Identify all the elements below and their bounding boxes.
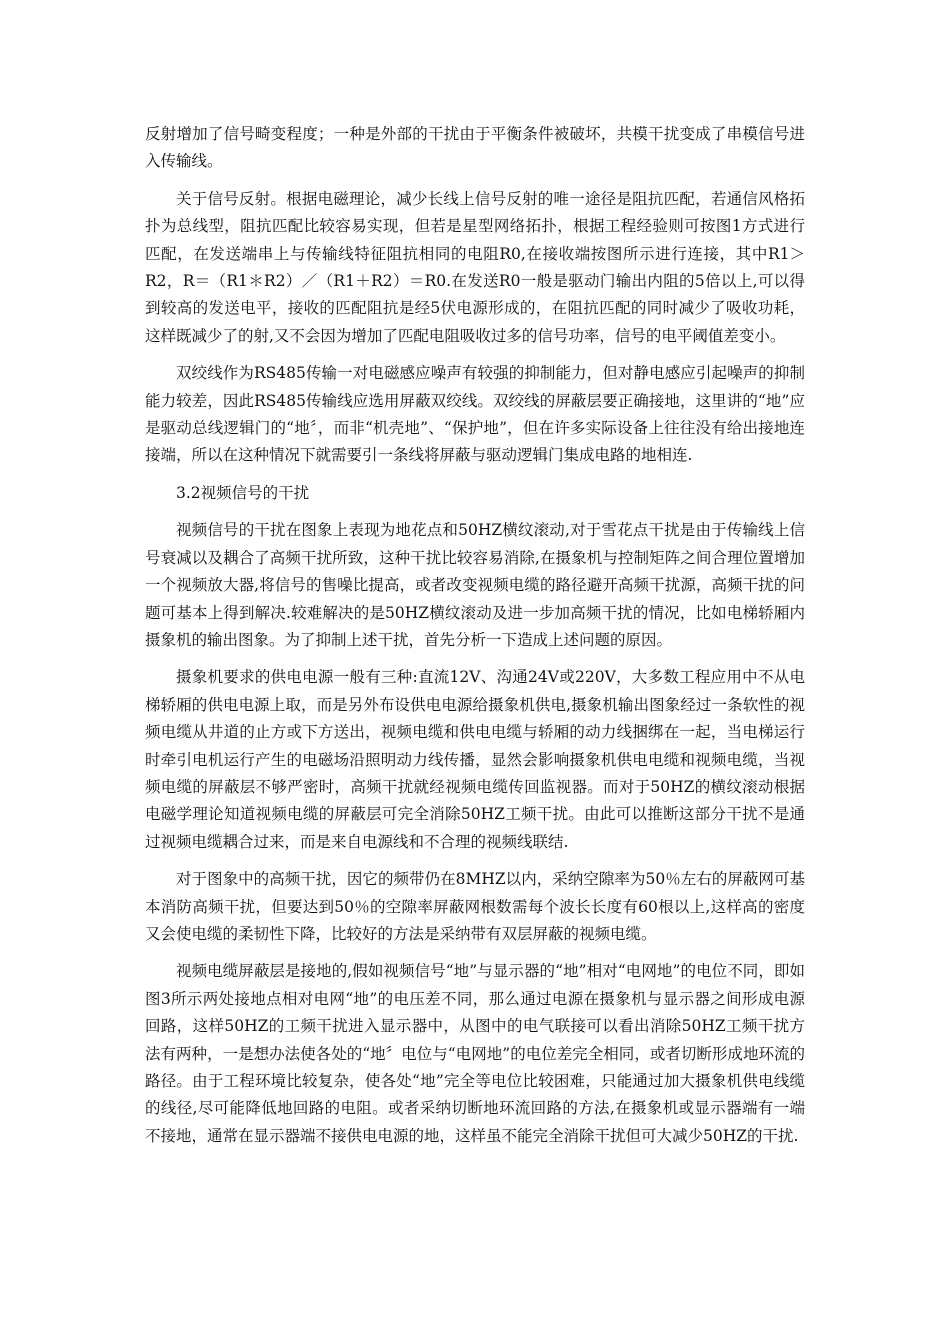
section-heading-video-interference: 3.2视频信号的干扰 (176, 483, 310, 502)
paragraph-shield-grounding: 视频电缆屏蔽层是接地的,假如视频信号“地”与显示器的“地”相对“电网地”的电位不同，即如图3所示两处接地点相对电网“地”的电压差不同，那么通过电源在摄象机与显示器之间形成电源回路，这样50HZ的工频干扰进入显示器中，从图中的电气联接可以看出消除50HZ工频干扰方法有两种，一是想办法使各处的“地〞电位与“电网地”的电位差完全相同，或者切断形成地环流的路径。由于工程环境比较复杂，使各处“地”完全等电位比较困难，只能通过加大摄象机供电线缆的线径,尽可能降低地回路的电阻。或者采纳切断地环流回路的方法,在摄象机或显示器端有一端不接地，通常在显示器端不接供电电源的地，这样虽不能完全消除干扰但可大减少50HZ的干扰. (145, 962, 805, 1145)
paragraph-signal-distortion: 反射增加了信号畸变程度；一种是外部的干扰由于平衡条件被破坏，共模干扰变成了串模信号进入传输线。 (145, 125, 805, 171)
document-page (145, 121, 805, 1160)
paragraph-high-frequency: 对于图象中的高频干扰，因它的频带仍在8MHZ以内，采纳空隙率为50％左右的屏蔽网可基本消防高频干扰，但要达到50％的空隙率屏蔽网根数需每个波长长度有60根以上,这样高的密度又会使电缆的柔韧性下降，比较好的方法是采纳带有双层屏蔽的视频电缆。 (145, 870, 805, 943)
paragraph-twisted-pair: 双绞线作为RS485传输一对电磁感应噪声有较强的抑制能力，但对静电感应引起噪声的抑制能力较差，因此RS485传输线应选用屏蔽双绞线。双绞线的屏蔽层要正确接地，这里讲的“地”应是驱动总线逻辑门的“地〞，而非“机壳地”、“保护地”，但在许多实际设备上往往没有给出接地连接端，所以在这种情况下就需要引一条线将屏蔽与驱动逻辑门集成电路的地相连. (145, 364, 805, 465)
paragraph-camera-power: 摄象机要求的供电电源一般有三种:直流12V、沟通24V或220V，大多数工程应用中不从电梯轿厢的供电电源上取，而是另外布设供电电源给摄象机供电,摄象机输出图象经过一条软性的视频电缆从井道的止方或下方送出，视频电缆和供电电缆与轿厢的动力线捆绑在一起，当电梯运行时牵引电机运行产生的电磁场沿照明动力线传播，显然会影响摄象机供电电缆和视频电缆，当视频电缆的屏蔽层不够严密时，高频干扰就经视频电缆传回监视器。而对于50HZ的横纹滚动根据电磁学理论知道视频电缆的屏蔽层可完全消除50HZ工频干扰。由此可以推断这部分干扰不是通过视频电缆耦合过来，而是来自电源线和不合理的视频线联结. (145, 668, 805, 851)
paragraph-video-interference: 视频信号的干扰在图象上表现为地花点和50HZ横纹滚动,对于雪花点干扰是由于传输线上信号衰减以及耦合了高频干扰所致，这种干扰比较容易消除,在摄象机与控制矩阵之间合理位置增加一个视频放大器,将信号的售噪比提高，或者改变视频电缆的路径避开高频干扰源，高频干扰的问题可基本上得到解决.较难解决的是50HZ横纹滚动及进一步加高频干扰的情况，比如电梯轿厢内摄象机的输出图象。为了抑制上述干扰，首先分析一下造成上述问题的原因。 (145, 521, 805, 649)
paragraph-signal-reflection: 关于信号反射。根据电磁理论，减少长线上信号反射的唯一途径是阻抗匹配，若通信风格拓扑为总线型，阻抗匹配比较容易实现，但若是星型网络拓扑，根据工程经验则可按图1方式进行匹配，在发送端串上与传输线特征阻抗相同的电阻R0,在接收端按图所示进行连接，其中R1＞R2，R＝（R1＊R2）／（R1＋R2）＝R0.在发送R0一般是驱动门输出内阻的5倍以上,可以得到较高的发送电平，接收的匹配阻抗是经5伏电源形成的，在阻抗匹配的同时减少了吸收功耗，这样既减少了的射,又不会因为增加了匹配电阻吸收过多的信号功率，信号的电平阈值差变小。 (145, 189, 805, 345)
